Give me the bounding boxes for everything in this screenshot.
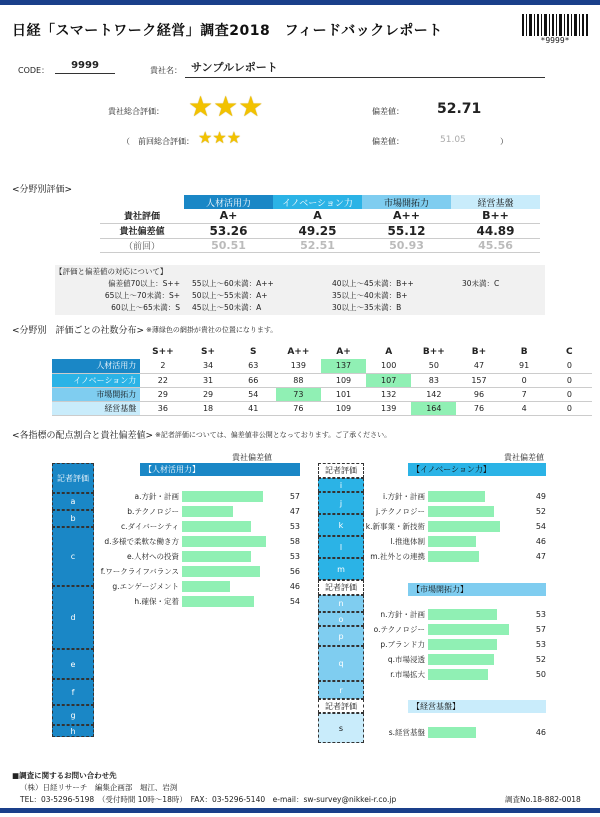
count-cell: 137 xyxy=(321,359,366,373)
bar-label: g.エンゲージメント xyxy=(112,582,179,591)
bar-row xyxy=(364,489,546,504)
count-cell: 54 xyxy=(248,389,259,399)
bar-track xyxy=(428,727,526,738)
page-title: 日経「スマートワーク経営」調査2018 フィードバックレポート xyxy=(12,23,443,39)
grade-header: C xyxy=(566,347,573,357)
bar-value: 53 xyxy=(535,640,546,649)
star-icon: ★ xyxy=(213,90,239,123)
bar-row xyxy=(364,549,546,564)
bar-track xyxy=(182,566,280,577)
count-cell: 76 xyxy=(473,403,485,413)
bar-value: 47 xyxy=(535,552,546,561)
bar-value: 54 xyxy=(289,597,300,606)
table-row: 貴社評価 A+ A A++ B++ xyxy=(100,209,540,223)
count-cell: 73 xyxy=(276,387,321,401)
count-cell: 50 xyxy=(428,361,439,371)
bar-track xyxy=(182,536,280,547)
group-innovation-bars xyxy=(364,489,546,564)
deviation-value: 52.71 xyxy=(437,101,482,117)
bar-fill xyxy=(428,669,488,680)
bar-label: m.社外との連携 xyxy=(370,552,425,561)
bar-value: 53 xyxy=(535,610,546,619)
bar-track xyxy=(428,536,526,547)
grade-header: A xyxy=(385,347,393,357)
bar-row xyxy=(364,607,546,622)
legend-table: 偏差値70以上：S++ 55以上～60未満：A++ 40以上～45未満：B++ 30未満：C 65以上～70未満：S+ 50以上～55未満：A+ 35以上～40未満：B+ 60以上～65未満：S 45以上～50未満：A 30以上～35未満：B xyxy=(104,278,500,312)
bar-track xyxy=(428,669,526,680)
bar-row xyxy=(90,594,300,609)
eval-box-r: r xyxy=(318,681,364,699)
bar-value: 56 xyxy=(289,567,300,576)
company-label: 貴社名： xyxy=(150,66,182,75)
survey-number: 調査No.18-882-0018 xyxy=(505,795,581,804)
dev-label-right: 貴社偏差値 xyxy=(504,453,544,462)
eval-box-n: n xyxy=(318,595,364,612)
star-icon: ★ xyxy=(238,90,264,123)
table-row xyxy=(52,359,592,373)
bar-row xyxy=(364,637,546,652)
bar-fill xyxy=(182,536,266,547)
bar-label: f.ワークライフバランス xyxy=(100,567,179,576)
count-cell: 132 xyxy=(381,389,397,399)
bar-value: 47 xyxy=(289,507,300,516)
bar-row xyxy=(364,667,546,682)
bar-value: 57 xyxy=(535,625,546,634)
mid-eval-header-3: 記者評価 xyxy=(318,699,364,713)
group-title-base: 【経営基盤】 xyxy=(408,700,546,713)
barcode-text: *9999* xyxy=(540,36,570,45)
count-cell: 47 xyxy=(473,361,485,371)
eval-box-i: i xyxy=(318,478,364,492)
eval-box-q: q xyxy=(318,646,364,681)
count-cell: 100 xyxy=(381,361,397,371)
company-name: サンプルレポート xyxy=(185,59,545,78)
count-cell: 36 xyxy=(157,403,168,413)
bar-label: r.市場拡大 xyxy=(390,670,425,679)
bar-value: 53 xyxy=(289,552,300,561)
bar-value: 53 xyxy=(289,522,300,531)
group-title-market: 【市場開拓力】 xyxy=(408,583,546,596)
bar-row xyxy=(364,504,546,519)
mid-eval-header-2: 記者評価 xyxy=(318,580,364,595)
bar-track xyxy=(182,491,280,502)
prev-deviation-value: 51.05 xyxy=(440,135,466,145)
bar-track xyxy=(182,506,280,517)
bar-row xyxy=(90,564,300,579)
distribution-table xyxy=(52,345,592,416)
group-title-innovation: 【イノベーション力】 xyxy=(408,463,546,476)
bar-value: 58 xyxy=(289,537,300,546)
bar-fill xyxy=(428,654,494,665)
bar-label: s.経営基盤 xyxy=(388,728,425,737)
table-row: 貴社偏差値 53.26 49.25 55.12 44.89 xyxy=(100,223,540,238)
bar-track xyxy=(182,521,280,532)
eval-box-m: m xyxy=(318,558,364,580)
count-cell: 139 xyxy=(290,361,306,371)
grade-header: B+ xyxy=(471,347,487,357)
count-cell: 139 xyxy=(381,403,397,413)
bar-label: j.テクノロジー xyxy=(375,507,425,516)
bar-value: 50 xyxy=(535,670,546,679)
count-cell: 142 xyxy=(426,389,442,399)
count-cell: 164 xyxy=(411,401,456,415)
bottom-bar xyxy=(0,808,600,813)
bar-fill xyxy=(428,506,494,517)
group-base-bars xyxy=(364,725,546,740)
bar-label: a.方針・計画 xyxy=(134,492,179,501)
eval-box-b: b xyxy=(52,510,94,527)
bar-track xyxy=(182,581,280,592)
bar-row xyxy=(90,504,300,519)
bar-label: p.ブランド力 xyxy=(380,640,425,649)
legend-title: 【評価と偏差値の対応について】 xyxy=(55,267,168,276)
bar-value: 52 xyxy=(535,507,546,516)
barcode-icon xyxy=(520,14,590,36)
bar-track xyxy=(428,609,526,620)
star-icon: ★ xyxy=(198,128,213,147)
bar-track xyxy=(428,491,526,502)
bar-fill xyxy=(428,727,476,738)
eval-box-j: j xyxy=(318,492,364,514)
bar-fill xyxy=(182,506,233,517)
bar-value: 49 xyxy=(535,492,546,501)
count-cell: 109 xyxy=(335,375,352,385)
eval-box-o: o xyxy=(318,612,364,626)
bar-fill xyxy=(182,596,254,607)
col-base: 経営基盤 xyxy=(451,195,540,209)
bar-track xyxy=(428,506,526,517)
bar-fill xyxy=(182,551,251,562)
count-cell: 29 xyxy=(157,389,168,399)
star-icon: ★ xyxy=(226,128,242,147)
section3-note: ※記者評価については、偏差値非公開となっております。ご了承ください。 xyxy=(155,431,392,439)
table-row xyxy=(52,373,592,387)
row-label: 人材活用力 xyxy=(52,359,140,373)
count-cell: 22 xyxy=(157,375,168,385)
col-jinzai: 人材活用力 xyxy=(184,195,273,209)
group-title-jinzai: 【人材活用力】 xyxy=(140,463,300,476)
count-cell: 76 xyxy=(293,403,304,413)
star-icon: ★ xyxy=(212,128,227,147)
left-eval-header: 記者評価 xyxy=(52,463,94,493)
row-label: 経営基盤 xyxy=(52,401,140,415)
contact-title: ■調査に関するお問い合わせ先 xyxy=(12,771,117,780)
col-innovation: イノベーション力 xyxy=(273,195,362,209)
bar-label: k.新事業・新技術 xyxy=(365,522,425,531)
count-cell: 63 xyxy=(248,361,259,371)
count-cell: 41 xyxy=(248,403,259,413)
count-cell: 96 xyxy=(473,389,485,399)
overall-label: 貴社総合評価： xyxy=(108,107,164,116)
bar-row xyxy=(364,652,546,667)
grade-header: S xyxy=(249,347,257,357)
bar-row xyxy=(364,534,546,549)
prev-stars xyxy=(198,129,241,147)
bar-value: 54 xyxy=(535,522,546,531)
bar-label: i.方針・計画 xyxy=(383,492,425,501)
close-paren: ） xyxy=(500,137,508,146)
count-cell: 31 xyxy=(202,375,214,385)
bar-value: 46 xyxy=(289,582,300,591)
grade-header: S+ xyxy=(201,347,216,357)
mid-eval-header-1: 記者評価 xyxy=(318,463,364,478)
count-cell: 109 xyxy=(335,403,352,413)
bar-fill xyxy=(428,536,476,547)
eval-box-a: a xyxy=(52,493,94,510)
contact-tel: TEL：03-5296-5198 （受付時間 10時～18時） FAX：03-5296-5140 e-mail：sw-survey@nikkei-r.co.jp xyxy=(20,795,397,804)
table-row xyxy=(52,401,592,415)
bar-value: 46 xyxy=(535,728,546,737)
prev-deviation-label: 偏差値： xyxy=(372,137,404,146)
section3-title: <各指標の配点割合と貴社偏差値> xyxy=(12,431,154,441)
field-eval-table xyxy=(100,195,540,253)
bar-label: o.テクノロジー xyxy=(373,625,425,634)
bar-label: e.人材への投資 xyxy=(127,552,179,561)
count-cell: 91 xyxy=(519,361,530,371)
bar-value: 46 xyxy=(535,537,546,546)
group-market-bars xyxy=(364,607,546,682)
bar-fill xyxy=(182,581,230,592)
count-cell: 0 xyxy=(566,403,572,413)
bar-fill xyxy=(428,491,485,502)
count-cell: 157 xyxy=(471,375,487,385)
prev-overall-label: （ 前回総合評価： xyxy=(122,137,194,146)
eval-box-k: k xyxy=(318,514,364,536)
bar-label: b.テクノロジー xyxy=(127,507,179,516)
eval-box-d: d xyxy=(52,586,94,649)
bar-label: c.ダイバーシティ xyxy=(121,522,179,531)
eval-box-l: l xyxy=(318,536,364,558)
eval-box-h: h xyxy=(52,725,94,737)
count-cell: 66 xyxy=(248,375,259,385)
grade-header: S++ xyxy=(152,347,174,357)
grade-header: A++ xyxy=(287,347,310,357)
bar-row xyxy=(364,725,546,740)
dev-label-left: 貴社偏差値 xyxy=(232,453,272,462)
count-cell: 0 xyxy=(566,375,572,385)
count-cell: 83 xyxy=(428,375,439,385)
bar-label: d.多様で柔軟な働き方 xyxy=(104,537,179,546)
count-cell: 2 xyxy=(160,361,166,371)
section1-title: <分野別評価> xyxy=(12,185,73,195)
bar-track xyxy=(428,521,526,532)
count-cell: 0 xyxy=(566,389,572,399)
bar-fill xyxy=(428,521,500,532)
bar-row xyxy=(90,534,300,549)
count-cell: 29 xyxy=(202,389,214,399)
count-cell: 18 xyxy=(202,403,214,413)
bar-row xyxy=(364,622,546,637)
eval-box-f: f xyxy=(52,679,94,705)
bar-row xyxy=(364,519,546,534)
count-cell: 107 xyxy=(366,373,411,387)
bar-track xyxy=(428,654,526,665)
bar-label: l.推進体制 xyxy=(390,537,425,546)
bar-track xyxy=(182,551,280,562)
bar-fill xyxy=(428,624,509,635)
code-label: CODE： xyxy=(18,66,50,75)
bar-value: 57 xyxy=(289,492,300,501)
contact-org: （株）日経リサーチ 編集企画部 堀江、岩渕 xyxy=(20,783,178,792)
bar-row xyxy=(90,549,300,564)
count-cell: 0 xyxy=(566,361,572,371)
count-cell: 4 xyxy=(521,403,527,413)
eval-box-g: g xyxy=(52,705,94,725)
bar-value: 52 xyxy=(535,655,546,664)
eval-box-e: e xyxy=(52,649,94,679)
bar-row xyxy=(90,519,300,534)
row-label: イノベーション力 xyxy=(52,373,140,387)
top-bar xyxy=(0,0,600,5)
bar-row xyxy=(90,579,300,594)
count-cell: 88 xyxy=(293,375,304,385)
overall-stars xyxy=(188,92,263,122)
bar-fill xyxy=(428,639,497,650)
row-label: 市場開拓力 xyxy=(52,387,140,401)
star-icon: ★ xyxy=(188,90,214,123)
section2-note: ※薄緑色の網掛が貴社の位置になります。 xyxy=(146,326,278,334)
bar-row xyxy=(90,489,300,504)
count-cell: 101 xyxy=(335,389,352,399)
eval-box-c: c xyxy=(52,527,94,586)
bar-track xyxy=(428,624,526,635)
grade-header: B xyxy=(520,347,528,357)
bar-label: n.方針・計画 xyxy=(380,610,425,619)
col-market: 市場開拓力 xyxy=(362,195,451,209)
eval-box-p: p xyxy=(318,626,364,646)
count-cell: 34 xyxy=(202,361,214,371)
grade-header: B++ xyxy=(422,347,445,357)
bar-label: h.確保・定着 xyxy=(134,597,179,606)
bar-fill xyxy=(182,491,263,502)
bar-track xyxy=(428,639,526,650)
bar-fill xyxy=(182,566,260,577)
bar-fill xyxy=(428,609,497,620)
table-row xyxy=(52,387,592,401)
bar-label: q.市場浸透 xyxy=(387,655,425,664)
deviation-label: 偏差値： xyxy=(372,107,404,116)
bar-track xyxy=(182,596,280,607)
group-jinzai-bars xyxy=(90,489,300,609)
bar-fill xyxy=(428,551,479,562)
count-cell: 0 xyxy=(521,375,527,385)
code-value: 9999 xyxy=(55,60,115,74)
table-row: （前回） 50.51 52.51 50.93 45.56 xyxy=(100,238,540,252)
eval-box-s: s xyxy=(318,713,364,743)
grade-header: A+ xyxy=(336,347,351,357)
count-cell: 7 xyxy=(521,389,527,399)
bar-fill xyxy=(182,521,251,532)
section2-title: <分野別 評価ごとの社数分布> xyxy=(12,326,145,336)
bar-track xyxy=(428,551,526,562)
